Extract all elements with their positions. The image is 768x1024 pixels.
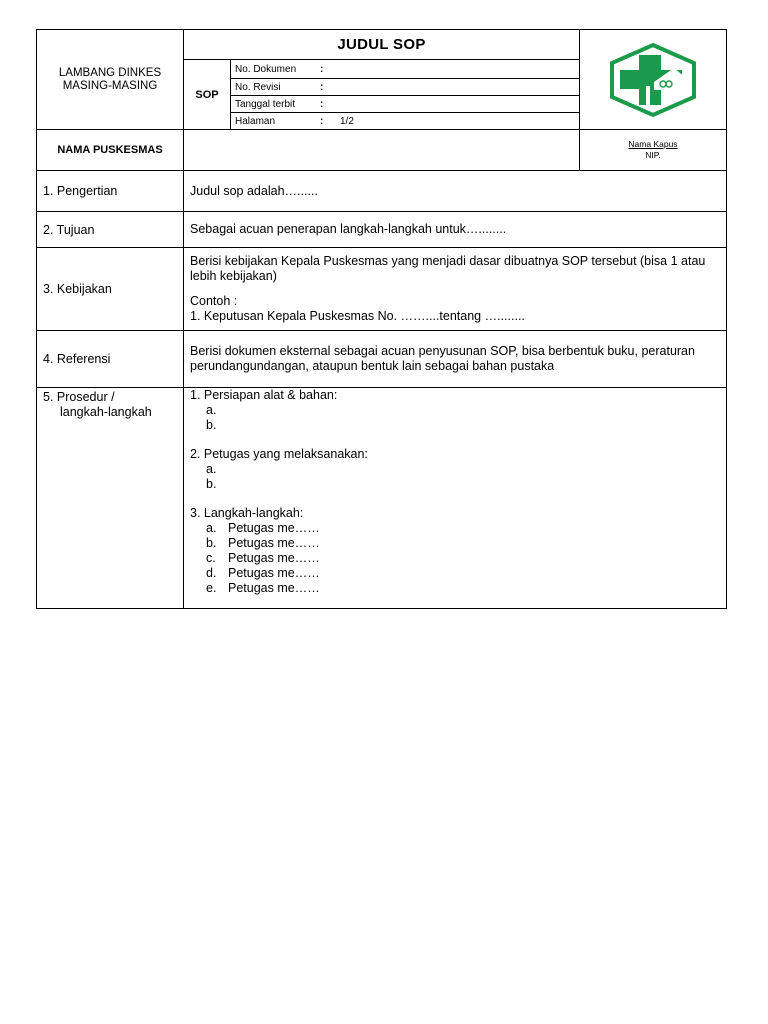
logo-cell [580,30,727,130]
item-marker: c. [206,551,216,565]
item-marker: b. [206,418,217,432]
lambang-dinkes [37,30,184,130]
item-marker: e. [206,581,217,595]
meta-value: 1/2 [340,115,354,127]
section-heading: 2. Petugas yang melaksanakan: [190,447,368,461]
item-text: Petugas me…… [228,566,320,580]
kapus-name: Nama Kapus [628,139,678,149]
meta-no-dokumen [231,60,580,79]
sop-table [36,29,727,609]
row-content-tujuan: Sebagai acuan penerapan langkah-langkah untuk…........ [184,212,727,248]
section-petugas [190,447,720,492]
meta-label: Tanggal terbit [235,98,296,110]
row-content-prosedur [184,388,727,609]
meta-halaman [231,113,580,130]
item-text: Petugas me…… [228,536,320,550]
sop-title: JUDUL SOP [184,30,580,60]
meta-label: No. Revisi [235,81,281,93]
row-label-referensi: 4. Referensi [37,331,184,388]
item-text: Petugas me…… [228,521,320,535]
list-item [190,521,720,536]
list-item [190,536,720,551]
meta-colon: : [320,63,324,75]
meta-colon: : [320,115,324,127]
item-marker: a. [206,403,217,417]
prosedur-label-2: langkah-langkah [60,405,152,419]
section-persiapan [190,388,720,433]
kapus-nip: NIP. [645,150,661,160]
row-label-pengertian: 1. Pengertian [37,171,184,212]
list-item [190,477,720,492]
section-heading: 3. Langkah-langkah: [190,506,304,520]
item-marker: a. [206,521,217,535]
kebijakan-contoh: Contoh : [190,294,238,308]
item-text: Petugas me…… [228,581,320,595]
meta-label: Halaman [235,115,276,127]
item-marker: d. [206,566,217,580]
item-marker: b. [206,477,217,491]
meta-label: No. Dokumen [235,63,297,75]
row-label-kebijakan: 3. Kebijakan [37,248,184,331]
row-label-tujuan: 2. Tujuan [37,212,184,248]
list-item [190,418,720,433]
item-text: Petugas me…… [228,551,320,565]
lambang-text: LAMBANG DINKES MASING-MASING [58,66,162,92]
section-heading: 1. Persiapan alat & bahan: [190,388,338,402]
meta-tanggal-terbit [231,96,580,113]
list-item [190,566,720,581]
sop-label: SOP [184,60,231,130]
list-item [190,462,720,477]
kapus-signature [580,130,727,171]
row-content-kebijakan [184,248,727,331]
row-content-referensi: Berisi dokumen eksternal sebagai acuan penyusunan SOP, bisa berbentuk buku, peraturan perundangundangan, ataupun bentuk lain sebagai bahan pustaka [184,331,727,388]
meta-no-revisi [231,79,580,96]
sop-document [36,29,726,609]
kebijakan-text: Berisi kebijakan Kepala Puskesmas yang menjadi dasar dibuatnya SOP tersebut (bisa 1 atau lebih kebijakan) [190,254,706,283]
prosedur-label: 5. Prosedur / [43,390,115,404]
list-item [190,551,720,566]
item-marker: a. [206,462,217,476]
section-langkah [190,506,720,596]
item-marker: b. [206,536,217,550]
nama-puskesmas: NAMA PUSKESMAS [37,130,184,171]
list-item [190,581,720,596]
row-label-prosedur [37,388,184,609]
blank-cell [184,130,580,171]
list-item [190,403,720,418]
row-content-pengertian: Judul sop adalah…...... [184,171,727,212]
meta-colon: : [320,98,324,110]
puskesmas-logo-icon [608,42,698,118]
kebijakan-example: 1. Keputusan Kepala Puskesmas No. ……....tentang …........ [190,309,525,323]
meta-colon: : [320,81,324,93]
